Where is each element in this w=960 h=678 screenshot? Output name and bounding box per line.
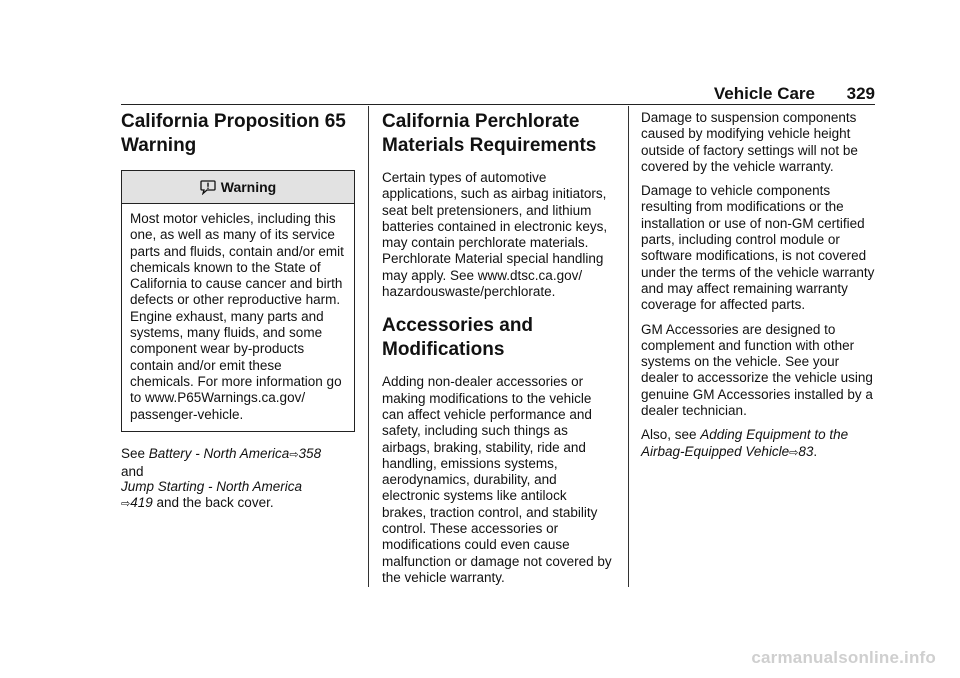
page-header — [121, 82, 875, 105]
column-divider-2 — [628, 106, 629, 587]
warning-header — [122, 171, 354, 204]
accessories-text: Adding non-dealer accessories or making modifications to the vehicle can affect vehicle performance and safety, including such things as airbags, braking, stability, ride and handling, emissions systems, aerodynamics, durability, and electronic systems like antilock brakes, traction control, and stability control. These accessories or modifications could even cause malfunction or damage not covered by the vehicle warranty. — [382, 374, 612, 585]
also-prefix: Also, see — [641, 427, 701, 443]
see-and: and — [121, 463, 144, 479]
column-divider-1 — [368, 106, 369, 587]
prop65-heading: California Proposition 65 Warning — [121, 111, 346, 156]
see-also — [121, 446, 355, 513]
page-ref-arrow-icon: ⇨ — [289, 448, 299, 461]
battery-page[interactable]: 358 — [298, 445, 322, 461]
accessories-heading: Accessories and Modifications — [382, 315, 534, 361]
gm-accessories-text: GM Accessories are designed to complement and function with other systems on the vehicle. See your dealer to accessorize the vehicle using genuine GM Accessories installed by a dealer technician. — [641, 321, 873, 419]
perchlorate-heading: California Perchlorate Materials Requirements — [382, 111, 597, 156]
jump-starting-link[interactable]: Jump Starting - North America — [121, 479, 303, 495]
warning-label: Warning — [220, 179, 277, 195]
suspension-text: Damage to suspension components caused by modifying vehicle height outside of factory settings will not be covered by the vehicle warranty. — [641, 110, 858, 174]
page-ref-arrow-icon: ⇨ — [121, 498, 131, 511]
perchlorate-text: Certain types of automotive applications, such as airbag initiators, seat belt pretensioners, and lithium batteries contained in electronic keys, may contain perchlorate materials. Perchlorate Material special handling may apply. See www.dtsc.ca.gov/ hazardouswaste/perchlorate. — [382, 170, 608, 300]
warning-text: Most motor vehicles, including this one, as well as many of its service parts and fluids, contain and/or emit chemicals known to the State of California to cause cancer and birth defects or other reproductive harm. Engine exhaust, many parts and systems, many fluids, and some component wear by-products contain and/or emit these chemicals. For more information go to www.P65Warnings.ca.gov/ passenger-vehicle. — [130, 211, 344, 422]
battery-link[interactable]: Battery - North America — [148, 445, 290, 461]
warning-body — [122, 204, 354, 431]
see-prefix: See — [121, 445, 149, 461]
also-see — [641, 427, 877, 461]
airbag-equipment-page[interactable]: 83 — [798, 443, 814, 459]
column-2 — [382, 106, 614, 594]
warning-box — [121, 170, 355, 432]
watermark: carmanualsonline.info — [751, 648, 936, 667]
page-ref-arrow-icon: ⇨ — [789, 446, 799, 459]
section-title: Vehicle Care — [713, 84, 815, 103]
column-1 — [121, 106, 355, 513]
also-suffix: . — [813, 443, 818, 459]
jump-starting-page[interactable]: 419 — [130, 495, 153, 511]
airbag-equipment-link[interactable]: Adding Equipment to the Airbag-Equipped Vehicle — [641, 427, 849, 459]
column-3 — [641, 106, 877, 469]
warning-speech-icon — [200, 179, 216, 195]
components-text: Damage to vehicle components resulting from modifications or the installation or use of non-GM certified parts, including control module or software modifications, is not covered under the terms of the vehicle warranty and may affect remaining warranty coverage for affected parts. — [641, 183, 875, 313]
see-suffix: and the back cover. — [152, 495, 274, 511]
page-number: 329 — [846, 84, 875, 103]
